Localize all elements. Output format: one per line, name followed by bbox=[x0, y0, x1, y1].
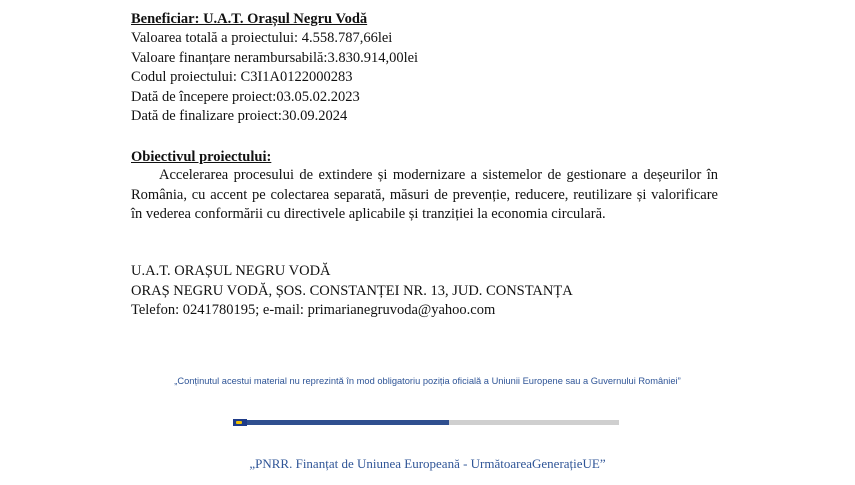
divider-blue-segment bbox=[247, 420, 449, 425]
beneficiary-heading: Beneficiar: U.A.T. Orașul Negru Vodă bbox=[131, 11, 368, 27]
objective-text: Accelerarea procesului de extindere și modernizare a sistemelor de gestionare a deșeurilor în România, cu accent pe colectarea separată, măsuri de prevenție, reducere, reutilizare și valorificare în vederea conformării cu directivele aplicabile și tranziției la economia circulară. bbox=[131, 167, 718, 222]
contact-name: U.A.T. ORAȘUL NEGRU VODĂ bbox=[131, 263, 331, 279]
eu-flag-icon bbox=[233, 419, 247, 426]
objective-heading: Obiectivul proiectului: bbox=[131, 149, 272, 165]
project-code: Codul proiectului: C3I1A0122000283 bbox=[131, 69, 353, 85]
end-date: Dată de finalizare proiect:30.09.2024 bbox=[131, 108, 348, 124]
total-value: Valoarea totală a proiectului: 4.558.787,66lei bbox=[131, 30, 393, 46]
grant-value: Valoare finanțare nerambursabilă:3.830.914,00lei bbox=[131, 50, 419, 66]
contact-address: ORAȘ NEGRU VODĂ, ȘOS. CONSTANȚEI NR. 13, JUD. CONSTANȚA bbox=[131, 283, 573, 299]
contact-phone-email: Telefon: 0241780195; e-mail: primarianegruvoda@yahoo.com bbox=[131, 302, 496, 318]
divider-grey-segment bbox=[449, 420, 619, 425]
disclaimer-text: „Conținutul acestui material nu reprezintă în mod obligatoriu poziția oficială a Uniunii Europene sau a Guvernului României” bbox=[174, 376, 681, 386]
pnrr-funding-text: „PNRR. Finanțat de Uniunea Europeană - UrmătoareaGenerațieUE” bbox=[249, 456, 606, 471]
start-date: Dată de începere proiect:03.05.02.2023 bbox=[131, 89, 360, 105]
eu-divider-bar bbox=[233, 419, 619, 426]
